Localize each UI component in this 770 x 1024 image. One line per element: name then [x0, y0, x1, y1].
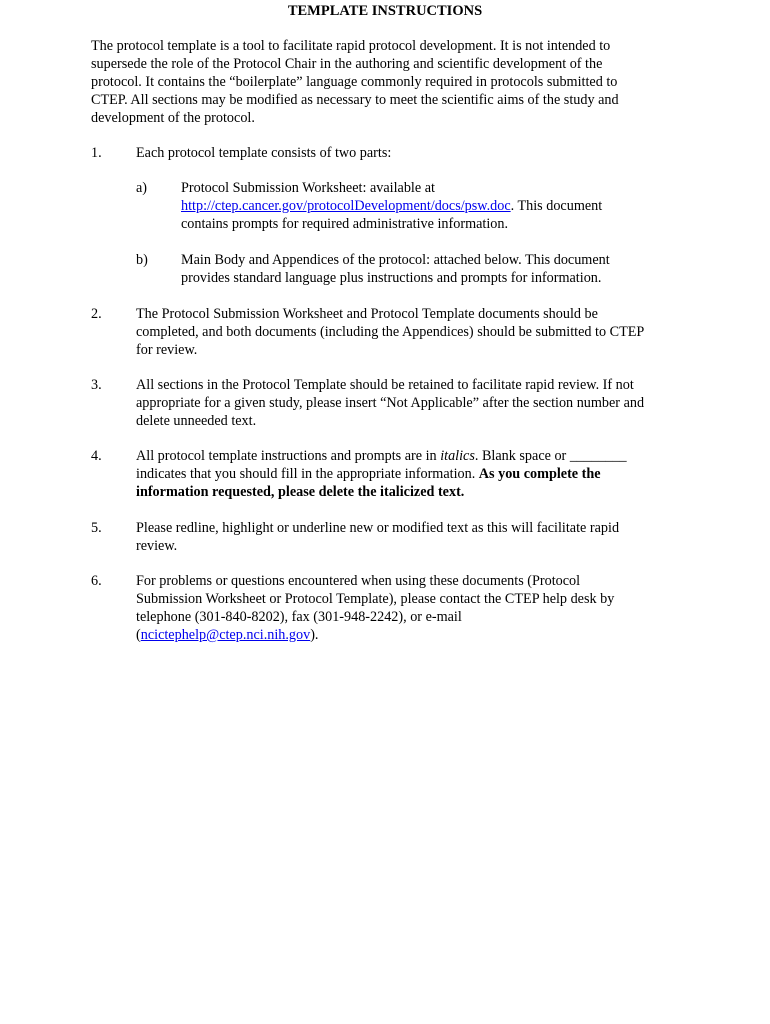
- item-number: 6.: [91, 573, 102, 589]
- sub-item-line: Main Body and Appendices of the protocol: attached below. This document: [181, 252, 610, 268]
- item-text: [136, 572, 691, 644]
- item-number: 5.: [91, 520, 102, 536]
- helpdesk-email-link[interactable]: ncictephelp@ctep.nci.nih.gov: [140, 627, 311, 643]
- sub-item-line: [181, 197, 661, 215]
- item-line: for review.: [136, 342, 198, 358]
- item-line: completed, and both documents (including the Appendices) should be submitted to CTEP: [136, 324, 645, 340]
- sub-item-line: contains prompts for required administrative information.: [181, 216, 509, 232]
- item-text: [136, 519, 691, 555]
- bold-instruction: As you complete the: [478, 466, 601, 482]
- item-number: 4.: [91, 448, 102, 464]
- item-line: The Protocol Submission Worksheet and Protocol Template documents should be: [136, 306, 598, 322]
- sub-item-letter: a): [136, 180, 148, 196]
- item-line: delete unneeded text.: [136, 413, 257, 429]
- item-line: [136, 465, 691, 483]
- item-text: [136, 376, 691, 430]
- psw-doc-link[interactable]: http://ctep.cancer.gov/protocolDevelopment/docs/psw.doc: [181, 198, 511, 214]
- item-text: [136, 447, 691, 501]
- item-line: All sections in the Protocol Template should be retained to facilitate rapid review. If not: [136, 377, 634, 393]
- item-text: [136, 305, 691, 359]
- item-line: [136, 626, 691, 644]
- item-number: 1.: [91, 145, 102, 161]
- item-line: Please redline, highlight or underline new or modified text as this will facilitate rapid: [136, 520, 620, 536]
- item-text: Each protocol template consists of two parts:: [136, 145, 392, 161]
- item-line: appropriate for a given study, please insert “Not Applicable” after the section number and: [136, 395, 645, 411]
- intro-line: protocol. It contains the “boilerplate” language commonly required in protocols submitted to: [91, 74, 618, 90]
- item-line: [136, 447, 691, 465]
- item-text-run: . Blank space or ________: [474, 448, 627, 464]
- item-number: 3.: [91, 377, 102, 393]
- sub-item-text: [181, 179, 661, 233]
- sub-item-text: [181, 251, 661, 287]
- item-line: telephone (301-840-8202), fax (301-948-2242), or e-mail: [136, 609, 462, 625]
- intro-line: development of the protocol.: [91, 110, 255, 126]
- item-line: Submission Worksheet or Protocol Template), please contact the CTEP help desk by: [136, 591, 615, 607]
- item-line: review.: [136, 538, 178, 554]
- item-text-run: (: [136, 627, 141, 643]
- intro-line: CTEP. All sections may be modified as necessary to meet the scientific aims of the study and: [91, 92, 619, 108]
- sub-item-line-tail: . This document: [510, 198, 603, 214]
- intro-paragraph: [91, 37, 681, 127]
- intro-line: The protocol template is a tool to facilitate rapid protocol development. It is not intended to: [91, 38, 611, 54]
- item-number: 2.: [91, 306, 102, 322]
- item-line: [136, 483, 691, 501]
- intro-line: supersede the role of the Protocol Chair in the authoring and scientific development of the: [91, 56, 603, 72]
- page-title: TEMPLATE INSTRUCTIONS: [287, 3, 483, 19]
- sub-item-line: Protocol Submission Worksheet: available at: [181, 180, 435, 196]
- item-text-run: ).: [310, 627, 319, 643]
- sub-item-line: provides standard language plus instructions and prompts for information.: [181, 270, 602, 286]
- item-text-run: All protocol template instructions and prompts are in: [136, 448, 441, 464]
- bold-instruction: information requested, please delete the italicized text.: [136, 484, 465, 500]
- italics-word: italics: [440, 448, 475, 464]
- item-text-run: indicates that you should fill in the appropriate information.: [136, 466, 479, 482]
- item-line: For problems or questions encountered when using these documents (Protocol: [136, 573, 581, 589]
- sub-item-letter: b): [136, 252, 148, 268]
